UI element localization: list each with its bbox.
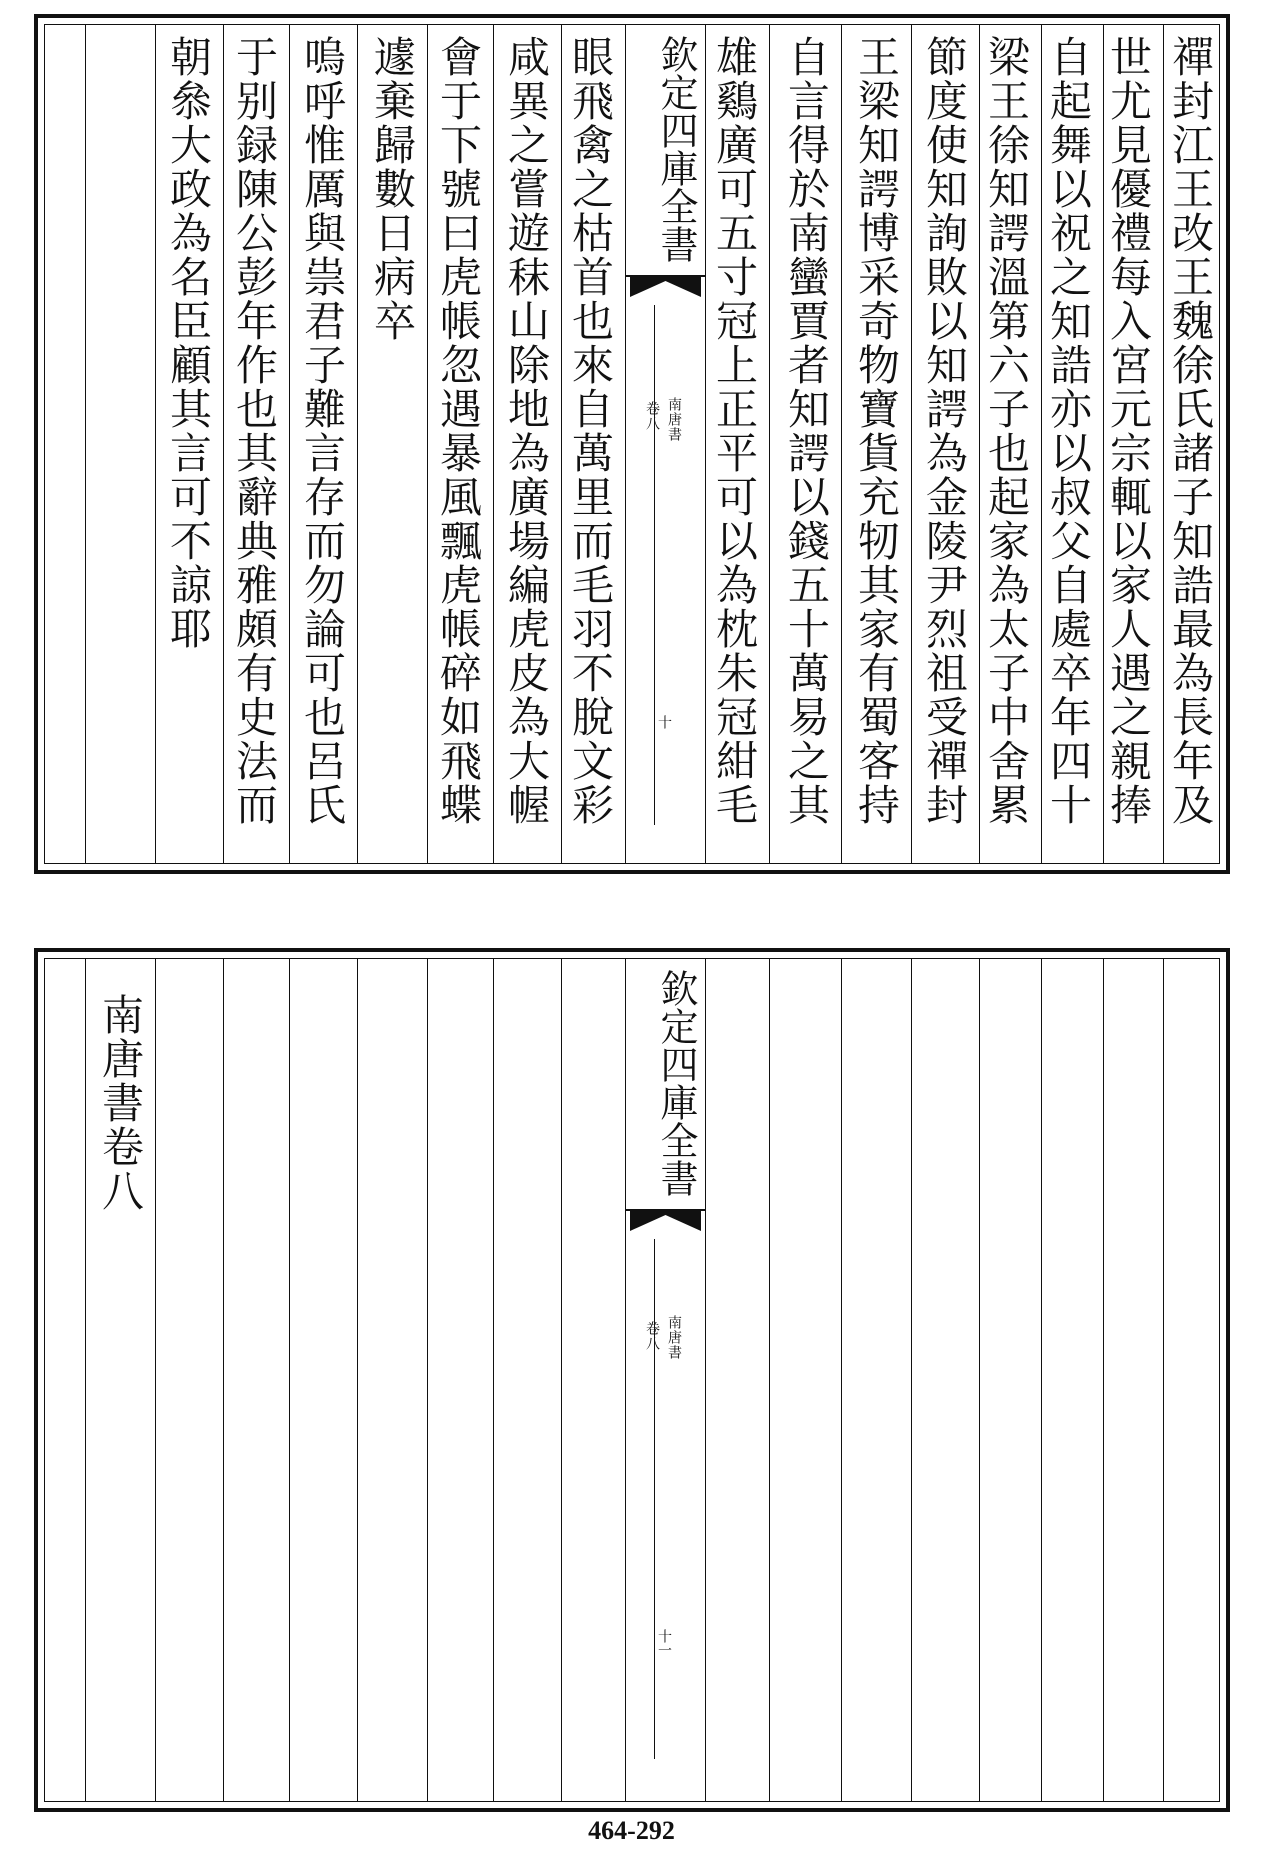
volume-label: 卷八 — [644, 1321, 660, 1351]
blank-column — [427, 959, 493, 1801]
text-column: 遽棄歸數日病卒 — [357, 25, 427, 863]
center-fold-column — [625, 25, 705, 863]
text-column: 禪封江王改王魏徐氏諸子知誥最為長年及 — [1163, 25, 1225, 863]
text-column: 朝叅大政為名臣顧其言可不諒耶 — [155, 25, 223, 863]
book-title-label: 南唐書 — [666, 397, 682, 442]
folio-number: 十一 — [656, 1629, 672, 1657]
text-column: 會于下號曰虎帳忽遇暴風飄虎帳碎如飛蝶 — [427, 25, 493, 863]
page-frame — [44, 958, 1220, 1802]
page-code: 464-292 — [588, 1816, 675, 1845]
blank-column — [155, 959, 223, 1801]
folio-number: 十 — [656, 715, 672, 729]
fishtail-ornament — [630, 275, 701, 297]
blank-column — [769, 959, 841, 1801]
text-column: 王梁知諤博采奇物寶貨充牣其家有蜀客持 — [841, 25, 911, 863]
text-column: 雄鷄廣可五寸冠上正平可以為枕朱冠紺毛 — [705, 25, 769, 863]
running-title: 欽定四庫全書 — [626, 959, 705, 1211]
center-fold-column — [625, 959, 705, 1801]
blank-column — [841, 959, 911, 1801]
text-column: 于别録陳公彭年作也其辭典雅頗有史法而 — [223, 25, 289, 863]
blank-column — [223, 959, 289, 1801]
running-title: 欽定四庫全書 — [626, 25, 705, 277]
blank-column — [493, 959, 561, 1801]
text-column: 眼飛禽之枯首也來自萬里而毛羽不脫文彩 — [561, 25, 625, 863]
blank-column — [911, 959, 979, 1801]
book-title-label: 南唐書 — [666, 1315, 682, 1360]
document-page-top — [34, 14, 1230, 874]
text-column: 世尤見優禮每入宮元宗輒以家人遇之親捧 — [1103, 25, 1163, 863]
blank-column — [1103, 959, 1163, 1801]
text-column: 自起舞以祝之知誥亦以叔父自處卒年四十 — [1041, 25, 1103, 863]
blank-column — [979, 959, 1041, 1801]
blank-column — [705, 959, 769, 1801]
blank-column — [1163, 959, 1225, 1801]
text-column: 梁王徐知諤溫第六子也起家為太子中舍累 — [979, 25, 1041, 863]
document-page-bottom — [34, 948, 1230, 1812]
blank-column — [561, 959, 625, 1801]
blank-column — [357, 959, 427, 1801]
center-rule — [654, 1239, 655, 1759]
volume-label: 卷八 — [644, 401, 660, 431]
center-rule — [654, 305, 655, 825]
end-of-volume-title: 南唐書卷八 — [85, 959, 155, 1801]
blank-column — [289, 959, 357, 1801]
text-column: 節度使知詢敗以知諤為金陵尹烈祖受禪封 — [911, 25, 979, 863]
text-column: 咸異之嘗遊秣山除地為廣場編虎皮為大幄 — [493, 25, 561, 863]
text-column: 嗚呼惟厲與祟君子難言存而勿論可也呂氏 — [289, 25, 357, 863]
blank-column — [1041, 959, 1103, 1801]
blank-column — [85, 25, 155, 863]
page-frame — [44, 24, 1220, 864]
text-column: 自言得於南蠻賈者知諤以錢五十萬易之其 — [769, 25, 841, 863]
fishtail-ornament — [630, 1209, 701, 1231]
